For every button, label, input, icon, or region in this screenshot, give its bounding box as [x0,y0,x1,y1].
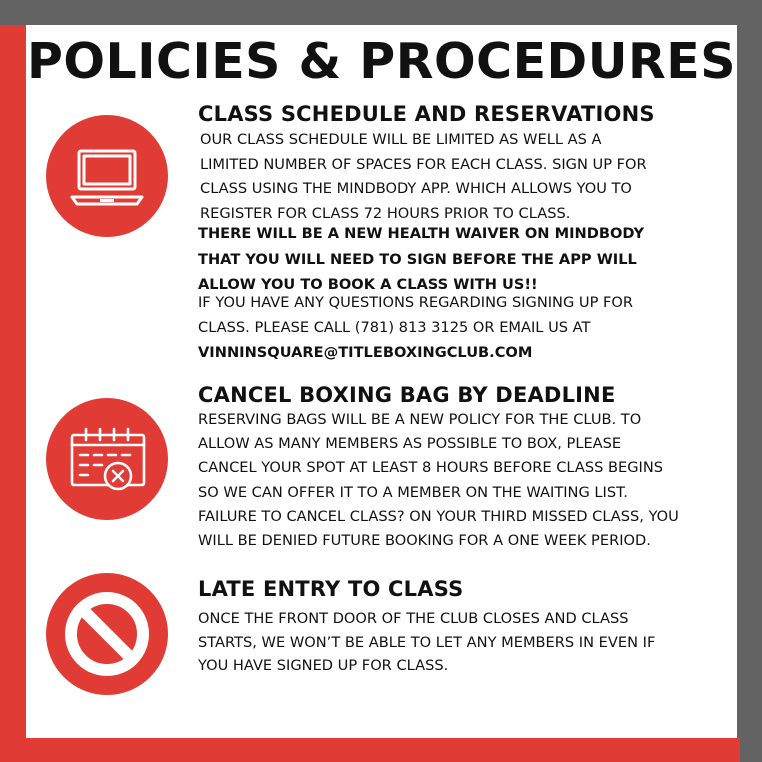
body-line: CANCEL YOUR SPOT AT LEAST 8 HOURS BEFORE CLASS BEGINS [198,459,664,477]
body-line: REGISTER FOR CLASS 72 HOURS PRIOR TO CLASS. [200,204,571,222]
poster-panel [26,25,737,738]
email-link[interactable]: VINNINSQUARE@TITLEBOXINGCLUB.COM [198,344,533,361]
health-waiver-notice [198,221,644,298]
bold-line: ALLOW YOU TO BOOK A CLASS WITH US!! [198,276,538,293]
body-line: SO WE CAN OFFER IT TO A MEMBER ON THE WAITING LIST. [198,483,628,501]
body-line: ONCE THE FRONT DOOR OF THE CLUB CLOSES AND CLASS [198,610,629,627]
section-heading-late-entry: LATE ENTRY TO CLASS [198,577,464,601]
bold-line: THERE WILL BE A NEW HEALTH WAIVER ON MINDBODY [198,225,645,242]
page-title: POLICIES & PROCEDURES [26,33,736,90]
frame-bottom-border [0,738,740,762]
bold-line: THAT YOU WILL NEED TO SIGN BEFORE THE APP WILL [198,250,637,268]
body-line: OUR CLASS SCHEDULE WILL BE LIMITED AS WELL AS A [200,131,602,148]
body-line: WILL BE DENIED FUTURE BOOKING FOR A ONE WEEK PERIOD. [198,532,651,550]
section-heading-cancel: CANCEL BOXING BAG BY DEADLINE [198,383,616,407]
body-line: CLASS USING THE MINDBODY APP. WHICH ALLOWS YOU TO [200,180,632,197]
calendar-cancel-icon [46,398,168,520]
section-body-schedule [200,128,647,226]
body-line: YOU HAVE SIGNED UP FOR CLASS. [198,657,449,674]
prohibited-icon [46,573,168,695]
frame-right-border [737,0,762,762]
body-line: RESERVING BAGS WILL BE A NEW POLICY FOR THE CLUB. TO [198,411,642,428]
contact-line: IF YOU HAVE ANY QUESTIONS REGARDING SIGNING UP FOR [198,294,634,311]
body-line: LIMITED NUMBER OF SPACES FOR EACH CLASS. SIGN UP FOR [200,155,647,173]
section-heading-schedule: CLASS SCHEDULE AND RESERVATIONS [198,102,655,126]
contact-line: CLASS. PLEASE CALL (781) 813 3125 OR EMAIL US AT [198,319,591,336]
section-body-late-entry [198,607,655,678]
body-line: ALLOW AS MANY MEMBERS AS POSSIBLE TO BOX, PLEASE [198,435,622,453]
laptop-icon [46,115,168,237]
frame-top-border [0,0,762,25]
section-body-cancel [198,408,679,553]
frame-left-border [0,25,26,762]
contact-info [198,290,633,365]
body-line: FAILURE TO CANCEL CLASS? ON YOUR THIRD MISSED CLASS, YOU [198,507,679,525]
body-line: STARTS, WE WON’T BE ABLE TO LET ANY MEMBERS IN EVEN IF [198,633,656,651]
